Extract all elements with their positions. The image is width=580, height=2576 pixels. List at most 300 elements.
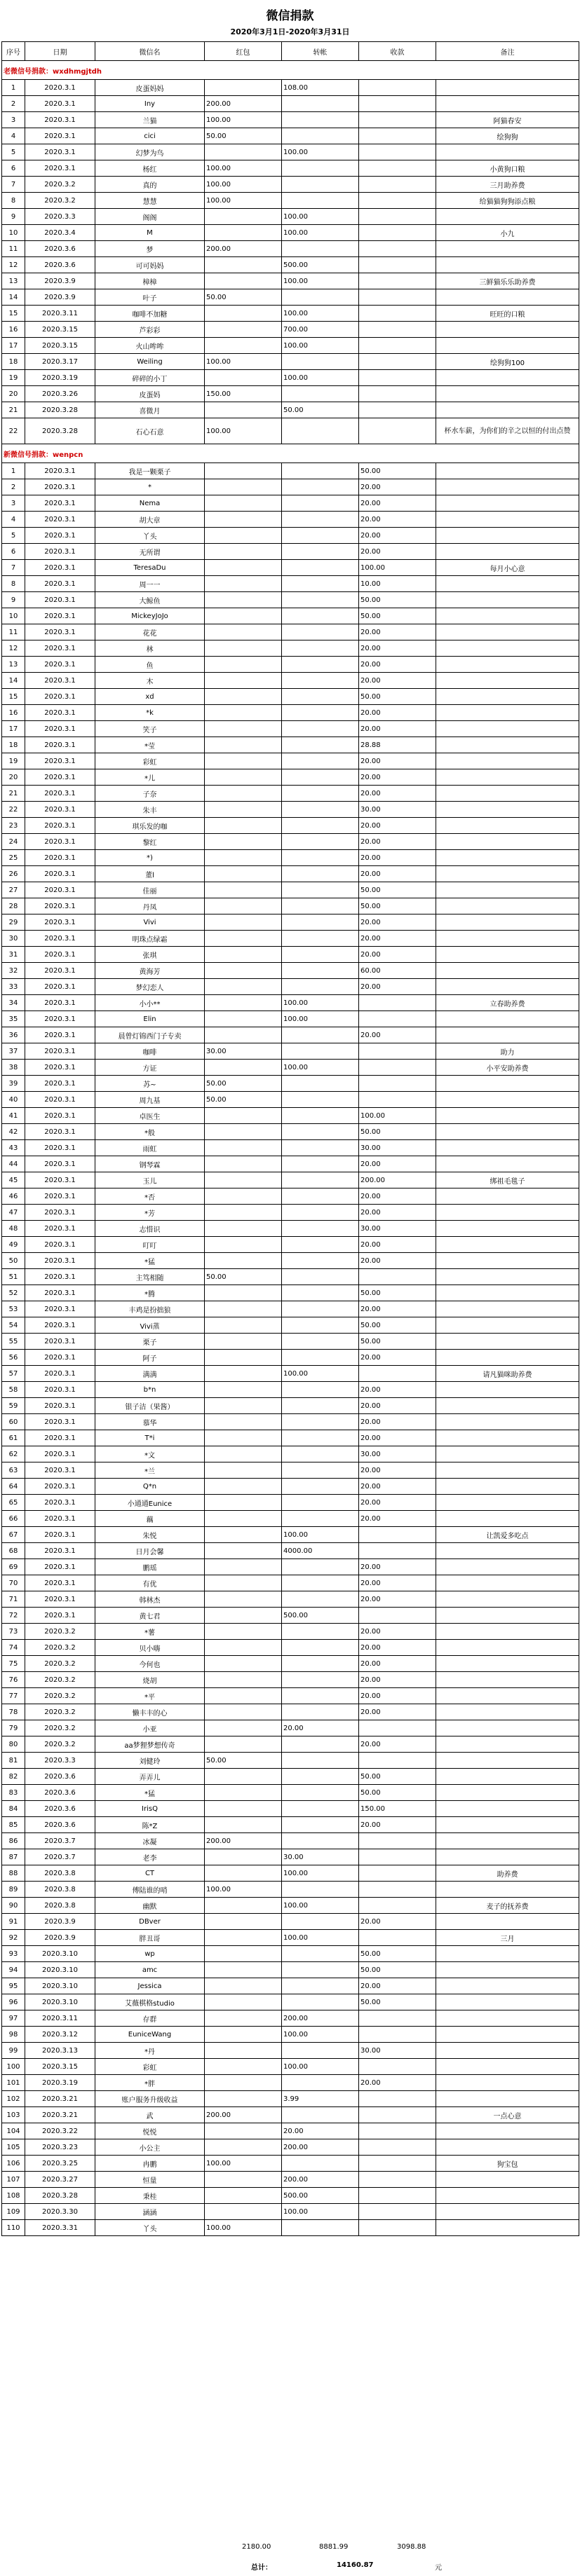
table-cell <box>205 592 282 608</box>
table-row <box>2 2172 579 2188</box>
table-cell <box>205 721 282 737</box>
table-cell: 2020.3.1 <box>25 1027 95 1043</box>
table-cell: DBver <box>95 1914 205 1930</box>
table-cell: 50.00 <box>359 882 436 898</box>
table-cell: cici <box>95 128 205 144</box>
table-cell <box>436 963 579 979</box>
table-cell: b*n <box>95 1382 205 1398</box>
col-header: 转帐 <box>282 42 359 61</box>
table-cell <box>436 1317 579 1334</box>
table-cell: 2020.3.1 <box>25 1398 95 1414</box>
table-cell: 14 <box>2 673 25 689</box>
table-cell: 2020.3.1 <box>25 1527 95 1543</box>
table-cell <box>282 463 359 479</box>
table-cell: 2020.3.6 <box>25 257 95 273</box>
table-cell <box>436 96 579 112</box>
table-cell <box>436 1994 579 2010</box>
table-cell: 2020.3.1 <box>25 818 95 834</box>
table-cell: *猛 <box>95 1253 205 1269</box>
table-row <box>2 818 579 834</box>
table-cell <box>205 306 282 322</box>
table-row <box>2 1559 579 1575</box>
table-cell <box>436 1914 579 1930</box>
table-cell: 丰鸡是扮拙狼 <box>95 1301 205 1317</box>
table-cell: 2020.3.1 <box>25 512 95 528</box>
table-row <box>2 592 579 608</box>
table-cell <box>205 914 282 931</box>
table-cell: 2020.3.1 <box>25 160 95 177</box>
table-cell: 梦幻恋人 <box>95 979 205 995</box>
table-cell: 18 <box>2 737 25 753</box>
table-cell: 2020.3.3 <box>25 1753 95 1769</box>
table-cell: 200.00 <box>205 241 282 257</box>
table-cell: 100.00 <box>282 2204 359 2220</box>
table-cell <box>282 689 359 705</box>
table-cell: 20.00 <box>359 1398 436 1414</box>
table-cell <box>436 1720 579 1736</box>
table-cell <box>205 512 282 528</box>
table-cell: 100.00 <box>282 995 359 1011</box>
table-cell <box>436 1656 579 1672</box>
table-row <box>2 225 579 241</box>
table-cell <box>205 479 282 495</box>
table-cell <box>205 1736 282 1753</box>
table-cell <box>359 386 436 402</box>
table-cell <box>205 1849 282 1865</box>
table-cell <box>205 1672 282 1688</box>
table-cell <box>436 2123 579 2139</box>
table-cell: 2020.3.1 <box>25 1301 95 1317</box>
table-cell: 72 <box>2 1608 25 1624</box>
table-cell <box>282 592 359 608</box>
table-cell: 2020.3.1 <box>25 1188 95 1205</box>
table-cell: 20.00 <box>359 1591 436 1608</box>
table-cell <box>282 2156 359 2172</box>
table-cell <box>359 1849 436 1865</box>
table-cell: 彩虹 <box>95 753 205 769</box>
table-cell: 2020.3.1 <box>25 947 95 963</box>
table-cell: 200.00 <box>205 1833 282 1849</box>
table-cell <box>359 2091 436 2107</box>
table-cell <box>436 979 579 995</box>
table-row <box>2 2204 579 2220</box>
table-cell <box>436 1769 579 1785</box>
table-cell: 200.00 <box>282 2172 359 2188</box>
table-cell: 林 <box>95 640 205 657</box>
table-cell: 52 <box>2 1285 25 1301</box>
table-cell: 39 <box>2 1076 25 1092</box>
table-cell <box>205 1865 282 1882</box>
table-cell <box>205 1704 282 1720</box>
table-cell: 2020.3.1 <box>25 705 95 721</box>
table-cell: 20.00 <box>359 705 436 721</box>
table-cell: *薯 <box>95 1624 205 1640</box>
table-cell: 20.00 <box>359 1978 436 1994</box>
table-cell <box>205 673 282 689</box>
table-row <box>2 898 579 914</box>
table-cell <box>436 1511 579 1527</box>
table-cell: 大鲸鱼 <box>95 592 205 608</box>
table-cell: 2020.3.6 <box>25 1785 95 1801</box>
header-row <box>2 42 579 61</box>
table-cell: 弄弄儿 <box>95 1769 205 1785</box>
table-row <box>2 1720 579 1736</box>
table-cell: 100.00 <box>282 273 359 289</box>
table-row <box>2 1269 579 1285</box>
table-cell: 109 <box>2 2204 25 2220</box>
table-cell <box>436 1334 579 1350</box>
table-cell: 立春助养费 <box>436 995 579 1011</box>
table-row <box>2 1962 579 1978</box>
table-cell: 104 <box>2 2123 25 2139</box>
col-header: 收款 <box>359 42 436 61</box>
table-cell <box>282 2043 359 2059</box>
table-cell: 2020.3.1 <box>25 528 95 544</box>
table-cell: 悦悦 <box>95 2123 205 2139</box>
table-row <box>2 2139 579 2156</box>
table-row <box>2 1640 579 1656</box>
table-cell <box>359 112 436 128</box>
table-row <box>2 128 579 144</box>
table-cell: 2 <box>2 96 25 112</box>
table-row <box>2 1849 579 1865</box>
table-cell: 50.00 <box>205 128 282 144</box>
table-cell: 2020.3.13 <box>25 2043 95 2059</box>
table-cell <box>205 1011 282 1027</box>
table-cell <box>436 2010 579 2027</box>
table-cell: 10 <box>2 225 25 241</box>
col-header: 红包 <box>205 42 282 61</box>
table-cell: 43 <box>2 1140 25 1156</box>
table-row <box>2 512 579 528</box>
table-cell: 200.00 <box>205 96 282 112</box>
table-cell <box>436 463 579 479</box>
table-cell: 50.00 <box>205 1753 282 1769</box>
table-cell: 1 <box>2 80 25 96</box>
table-row <box>2 624 579 640</box>
table-cell: 50.00 <box>359 1946 436 1962</box>
table-cell: 2020.3.1 <box>25 1237 95 1253</box>
table-cell: 60.00 <box>359 963 436 979</box>
table-cell: 20 <box>2 386 25 402</box>
table-cell: 三鲜猫乐乐助养费 <box>436 273 579 289</box>
table-cell <box>205 834 282 850</box>
table-cell <box>359 2010 436 2027</box>
table-row <box>2 1446 579 1462</box>
table-cell <box>205 1608 282 1624</box>
table-cell: 110 <box>2 2220 25 2236</box>
table-row <box>2 2107 579 2123</box>
table-cell: 8 <box>2 576 25 592</box>
date-range: 2020年3月1日-2020年3月31日 <box>230 27 350 36</box>
table-row <box>2 1591 579 1608</box>
table-cell: 20.00 <box>359 2075 436 2091</box>
table-cell: 杨红 <box>95 160 205 177</box>
table-cell: 40 <box>2 1092 25 1108</box>
table-cell <box>205 1350 282 1366</box>
table-row <box>2 1753 579 1769</box>
table-cell: 18 <box>2 354 25 370</box>
table-row <box>2 1027 579 1043</box>
table-cell: 2020.3.1 <box>25 608 95 624</box>
table-cell: 杯水车薪，为你们的辛之以恒的付出点赞 <box>436 418 579 444</box>
table-cell: 100.00 <box>282 370 359 386</box>
table-cell: 梦 <box>95 241 205 257</box>
table-cell <box>436 479 579 495</box>
table-cell: 2020.3.1 <box>25 979 95 995</box>
table-cell <box>282 914 359 931</box>
table-cell <box>282 947 359 963</box>
table-cell: 20.00 <box>359 1624 436 1640</box>
table-cell <box>282 1769 359 1785</box>
table-cell: 12 <box>2 257 25 273</box>
table-cell: 34 <box>2 995 25 1011</box>
table-cell <box>436 1736 579 1753</box>
table-cell: *猛 <box>95 1785 205 1801</box>
table-cell <box>436 1688 579 1704</box>
table-cell <box>359 2220 436 2236</box>
table-cell: 57 <box>2 1366 25 1382</box>
table-cell: 碎碎的小丁 <box>95 370 205 386</box>
table-cell: 11 <box>2 241 25 257</box>
table-cell: 2020.3.1 <box>25 1205 95 1221</box>
table-cell <box>205 1253 282 1269</box>
table-row <box>2 1833 579 1849</box>
table-cell: 100.00 <box>282 2027 359 2043</box>
table-cell: 2020.3.1 <box>25 1076 95 1092</box>
table-cell: 89 <box>2 1882 25 1898</box>
table-cell <box>436 802 579 818</box>
table-cell <box>205 753 282 769</box>
table-cell: 皮蛋妈妈 <box>95 80 205 96</box>
table-cell: 2020.3.1 <box>25 479 95 495</box>
table-cell <box>205 2091 282 2107</box>
subtotal-zhuanzhang: 8881.99 <box>319 2543 349 2551</box>
table-cell <box>359 2123 436 2139</box>
table-cell <box>282 1624 359 1640</box>
table-cell <box>436 898 579 914</box>
table-cell: 38 <box>2 1060 25 1076</box>
table-cell: 银子洁（果酱） <box>95 1398 205 1414</box>
table-cell <box>282 177 359 193</box>
table-cell: 67 <box>2 1527 25 1543</box>
table-cell: 2020.3.26 <box>25 386 95 402</box>
table-cell: 10.00 <box>359 576 436 592</box>
table-cell <box>205 2188 282 2204</box>
table-cell <box>359 1366 436 1382</box>
table-cell <box>205 2027 282 2043</box>
table-cell <box>436 1188 579 1205</box>
table-cell <box>436 1962 579 1978</box>
table-cell: 2020.3.1 <box>25 112 95 128</box>
table-row <box>2 177 579 193</box>
table-cell: 2020.3.9 <box>25 1930 95 1946</box>
table-row <box>2 1882 579 1898</box>
table-cell <box>436 1704 579 1720</box>
table-cell <box>359 289 436 306</box>
table-cell <box>282 963 359 979</box>
table-row <box>2 850 579 866</box>
total-value: 14160.87 <box>337 2561 374 2569</box>
table-cell <box>436 1672 579 1688</box>
table-cell <box>359 1865 436 1882</box>
table-row <box>2 1221 579 1237</box>
table-cell: 2020.3.2 <box>25 1688 95 1704</box>
col-header: 序号 <box>2 42 25 61</box>
table-cell <box>436 850 579 866</box>
table-cell: 2020.3.1 <box>25 995 95 1011</box>
table-cell: 13 <box>2 273 25 289</box>
table-cell <box>282 818 359 834</box>
table-cell: 2020.3.6 <box>25 241 95 257</box>
table-cell <box>205 402 282 418</box>
table-cell <box>205 576 282 592</box>
table-cell <box>359 2139 436 2156</box>
table-cell <box>205 209 282 225</box>
table-cell <box>359 1060 436 1076</box>
table-cell <box>359 241 436 257</box>
table-cell: 让凯爱多吃点 <box>436 1527 579 1543</box>
table-cell <box>436 495 579 512</box>
table-cell <box>436 1817 579 1833</box>
table-cell: 胖丑哥 <box>95 1930 205 1946</box>
table-row <box>2 463 579 479</box>
table-cell: 2020.3.1 <box>25 1559 95 1575</box>
table-cell: 雨虹 <box>95 1140 205 1156</box>
table-cell: 91 <box>2 1914 25 1930</box>
col-header: 日期 <box>25 42 95 61</box>
table-cell: 2020.3.1 <box>25 721 95 737</box>
table-cell <box>282 979 359 995</box>
table-cell <box>436 608 579 624</box>
table-cell <box>282 786 359 802</box>
table-cell <box>282 608 359 624</box>
table-cell <box>205 1221 282 1237</box>
table-cell <box>205 2010 282 2027</box>
table-cell <box>359 2172 436 2188</box>
table-cell: 2020.3.1 <box>25 657 95 673</box>
table-cell <box>359 257 436 273</box>
table-cell: 97 <box>2 2010 25 2027</box>
table-cell <box>436 2027 579 2043</box>
table-row <box>2 914 579 931</box>
table-cell: 2020.3.4 <box>25 225 95 241</box>
donation-table <box>1 41 579 2236</box>
table-cell: 20.00 <box>359 1237 436 1253</box>
table-row <box>2 209 579 225</box>
table-cell <box>282 1446 359 1462</box>
table-cell: 叶子 <box>95 289 205 306</box>
table-cell: 2020.3.19 <box>25 2075 95 2091</box>
table-cell <box>205 737 282 753</box>
table-cell: 4 <box>2 128 25 144</box>
table-cell <box>436 592 579 608</box>
table-cell: 小通通Eunice <box>95 1495 205 1511</box>
table-cell: 50.00 <box>359 689 436 705</box>
table-cell <box>282 1301 359 1317</box>
table-cell: 2020.3.1 <box>25 1317 95 1334</box>
table-cell: 49 <box>2 1237 25 1253</box>
table-cell <box>436 1350 579 1366</box>
table-cell: 2020.3.1 <box>25 1414 95 1430</box>
table-cell <box>205 705 282 721</box>
table-cell: 55 <box>2 1334 25 1350</box>
table-cell <box>282 1479 359 1495</box>
table-cell: 给猫猫狗狗添点粮 <box>436 193 579 209</box>
table-cell <box>282 528 359 544</box>
table-cell: 20.00 <box>359 979 436 995</box>
table-cell: 2020.3.1 <box>25 802 95 818</box>
table-cell: 2020.3.17 <box>25 354 95 370</box>
table-row <box>2 479 579 495</box>
table-cell: 93 <box>2 1946 25 1962</box>
table-cell <box>282 544 359 560</box>
table-cell: 20.00 <box>282 1720 359 1736</box>
subtotal-hongbao: 2180.00 <box>242 2543 271 2551</box>
table-cell: 2020.3.1 <box>25 1366 95 1382</box>
table-cell: 方证 <box>95 1060 205 1076</box>
table-row <box>2 1430 579 1446</box>
table-cell: 99 <box>2 2043 25 2059</box>
table-cell: 20.00 <box>359 1817 436 1833</box>
table-cell: 2020.3.8 <box>25 1865 95 1882</box>
table-cell: 107 <box>2 2172 25 2188</box>
table-cell <box>359 2059 436 2075</box>
table-cell: 20.00 <box>359 1462 436 1479</box>
table-cell: 朱悦 <box>95 1527 205 1543</box>
table-cell: 2020.3.10 <box>25 1994 95 2010</box>
table-cell: 20.00 <box>359 947 436 963</box>
table-cell: 钢琴霖 <box>95 1156 205 1172</box>
table-cell <box>436 338 579 354</box>
table-cell <box>205 338 282 354</box>
table-cell <box>282 512 359 528</box>
table-cell: 20.00 <box>359 1414 436 1430</box>
table-cell <box>436 1978 579 1994</box>
table-cell <box>359 2107 436 2123</box>
table-cell: 20.00 <box>359 1736 436 1753</box>
table-cell: Iny <box>95 96 205 112</box>
table-cell: 5 <box>2 144 25 160</box>
table-cell <box>205 947 282 963</box>
table-cell: 2020.3.1 <box>25 1430 95 1446</box>
table-cell <box>282 2220 359 2236</box>
table-cell: 100.00 <box>205 193 282 209</box>
table-cell: 佳丽 <box>95 882 205 898</box>
table-cell <box>359 1527 436 1543</box>
table-cell: 100.00 <box>205 160 282 177</box>
table-cell <box>282 560 359 576</box>
table-cell: 咖啡 <box>95 1043 205 1060</box>
table-cell: 2020.3.2 <box>25 1624 95 1640</box>
table-cell <box>282 1237 359 1253</box>
table-cell: 2020.3.3 <box>25 209 95 225</box>
table-cell: 2020.3.1 <box>25 1043 95 1060</box>
table-cell <box>282 1656 359 1672</box>
section-header <box>2 444 579 463</box>
table-row <box>2 418 579 444</box>
table-cell <box>436 544 579 560</box>
table-cell: 20.00 <box>359 512 436 528</box>
table-cell: *平 <box>95 1688 205 1704</box>
table-cell: Q*n <box>95 1479 205 1495</box>
table-cell <box>205 273 282 289</box>
table-cell: 懒丰丰的心 <box>95 1704 205 1720</box>
table-cell <box>205 1285 282 1301</box>
table-cell: 20.00 <box>359 1350 436 1366</box>
table-cell <box>205 979 282 995</box>
table-row <box>2 931 579 947</box>
